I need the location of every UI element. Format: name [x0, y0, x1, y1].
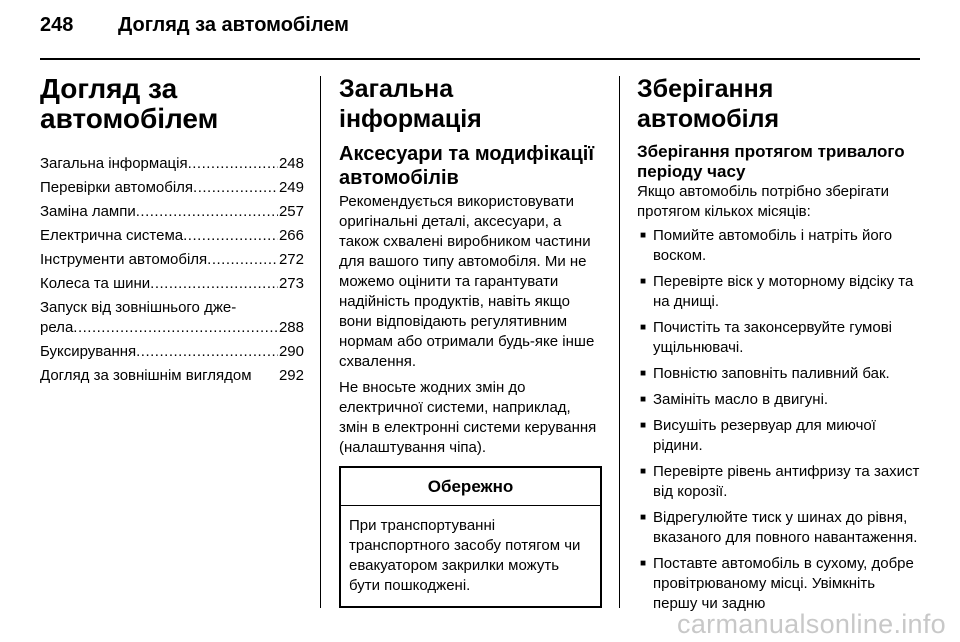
toc-leader-dots	[136, 202, 278, 222]
toc-entry[interactable]	[40, 154, 304, 174]
checklist-item: ■ Помийте автомобіль і натріть його воском.	[637, 226, 921, 266]
toc-entry-page: 290	[278, 343, 304, 360]
toc-entry[interactable]	[40, 250, 304, 270]
page-number: 248	[40, 14, 74, 36]
table-of-contents	[40, 154, 304, 386]
storage-checklist	[637, 226, 921, 614]
checklist-item: ■ Перевірте віск у моторному відсіку та на днищі.	[637, 272, 921, 312]
section-heading-general-info: Загальна інформація	[339, 75, 482, 133]
toc-leader-dots	[183, 226, 278, 246]
toc-entry-page: 249	[278, 179, 304, 196]
column-divider-left	[320, 76, 321, 608]
toc-leader-dots	[193, 178, 278, 198]
vehicle-storage-column	[637, 74, 921, 620]
toc-entry-page: 272	[278, 251, 304, 268]
subheading-long-term-storage: Зберігання протягом тривалого періоду часу	[637, 142, 905, 181]
square-bullet-icon: ■	[640, 558, 647, 569]
column-divider-right	[619, 76, 620, 608]
section-heading-storage: Зберігання автомобіля	[637, 75, 780, 133]
caution-title: Обережно	[341, 468, 600, 506]
toc-entry-title: Заміна лампи	[40, 203, 136, 220]
square-bullet-icon: ■	[640, 276, 647, 287]
square-bullet-icon: ■	[640, 394, 647, 405]
toc-entry-title-line-2: рела	[40, 319, 74, 336]
toc-entry[interactable]	[40, 366, 304, 386]
toc-entry-title: Догляд за зовнішнім виглядом	[40, 367, 252, 384]
toc-entry-title: Інструменти автомобіля	[40, 251, 208, 268]
square-bullet-icon: ■	[640, 368, 647, 379]
checklist-item: ■ Почистіть та законсервуйте гумові ущільнювачі.	[637, 318, 921, 358]
toc-entry-title: Буксирування	[40, 343, 137, 360]
toc-leader-dots	[207, 250, 278, 270]
square-bullet-icon: ■	[640, 512, 647, 523]
header-divider	[40, 58, 920, 60]
toc-entry[interactable]	[40, 342, 304, 362]
caution-box	[339, 466, 602, 608]
square-bullet-icon: ■	[640, 230, 647, 241]
toc-entry-page: 266	[278, 227, 304, 244]
toc-entry[interactable]	[40, 298, 304, 338]
toc-entry-page: 257	[278, 203, 304, 220]
toc-leader-dots	[150, 274, 278, 294]
toc-leader-dots	[73, 318, 278, 338]
toc-entry-title: Перевірки автомобіля	[40, 179, 194, 196]
caution-text: При транспортуванні транспортного засобу потягом чи евакуатором закрилки можуть бути пошкоджені.	[349, 517, 581, 594]
chapter-contents-column	[40, 74, 304, 390]
toc-entry[interactable]	[40, 226, 304, 246]
checklist-item: ■ Перевірте рівень антифризу та захист від корозії.	[637, 462, 921, 502]
subheading-accessories: Аксесуари та модифікації автомобілів	[339, 143, 594, 189]
square-bullet-icon: ■	[640, 420, 647, 431]
toc-entry-title: Електрична система	[40, 227, 184, 244]
square-bullet-icon: ■	[640, 466, 647, 477]
checklist-item: ■ Повністю заповніть паливний бак.	[637, 364, 921, 384]
toc-entry-title-line-1: Запуск від зовнішнього дже-	[40, 299, 237, 316]
accessories-paragraph: Рекомендується використовувати оригінальні деталі, аксесуари, а також схвалені виробником частини для вашого типу автомобіля. Ми не можемо оцінити та гарантувати надійність продуктів, навіть якщо вони відповідають регулятивним нормам або отримали будь-яке інше схвалення.	[339, 193, 595, 370]
page-header	[40, 14, 920, 46]
toc-entry-title: Колеса та шини	[40, 275, 151, 292]
toc-entry[interactable]	[40, 178, 304, 198]
toc-entry-title: Загальна інформація	[40, 155, 188, 172]
running-title: Догляд за автомобілем	[118, 14, 349, 36]
chapter-title-line-1: Догляд за	[40, 73, 178, 104]
toc-entry[interactable]	[40, 202, 304, 222]
toc-leader-dots	[136, 342, 278, 362]
electrical-modification-paragraph: Не вносьте жодних змін до електричної системи, наприклад, змін в електронні системи керування (налаштування чіпа).	[339, 379, 597, 456]
checklist-item: ■ Висушіть резервуар для миючої рідини.	[637, 416, 921, 456]
checklist-item: ■ Поставте автомобіль в сухому, добре провітрюваному місці. Увімкніть першу чи задню	[637, 554, 921, 614]
site-watermark: carmanualsonline.info	[677, 609, 946, 639]
toc-entry-page: 248	[278, 155, 304, 172]
toc-entry-page: 288	[278, 319, 304, 336]
toc-leader-dots	[188, 154, 278, 174]
checklist-item: ■ Відрегулюйте тиск у шинах до рівня, вказаного для повного навантаження.	[637, 508, 921, 548]
chapter-title	[40, 74, 304, 134]
toc-entry-page: 292	[278, 367, 304, 384]
square-bullet-icon: ■	[640, 322, 647, 333]
checklist-item: ■ Замініть масло в двигуні.	[637, 390, 921, 410]
toc-entry[interactable]	[40, 274, 304, 294]
chapter-title-line-2: автомобілем	[40, 103, 219, 134]
toc-entry-page: 273	[278, 275, 304, 292]
general-information-column	[339, 74, 601, 608]
storage-intro: Якщо автомобіль потрібно зберігати протягом кількох місяців:	[637, 183, 890, 220]
